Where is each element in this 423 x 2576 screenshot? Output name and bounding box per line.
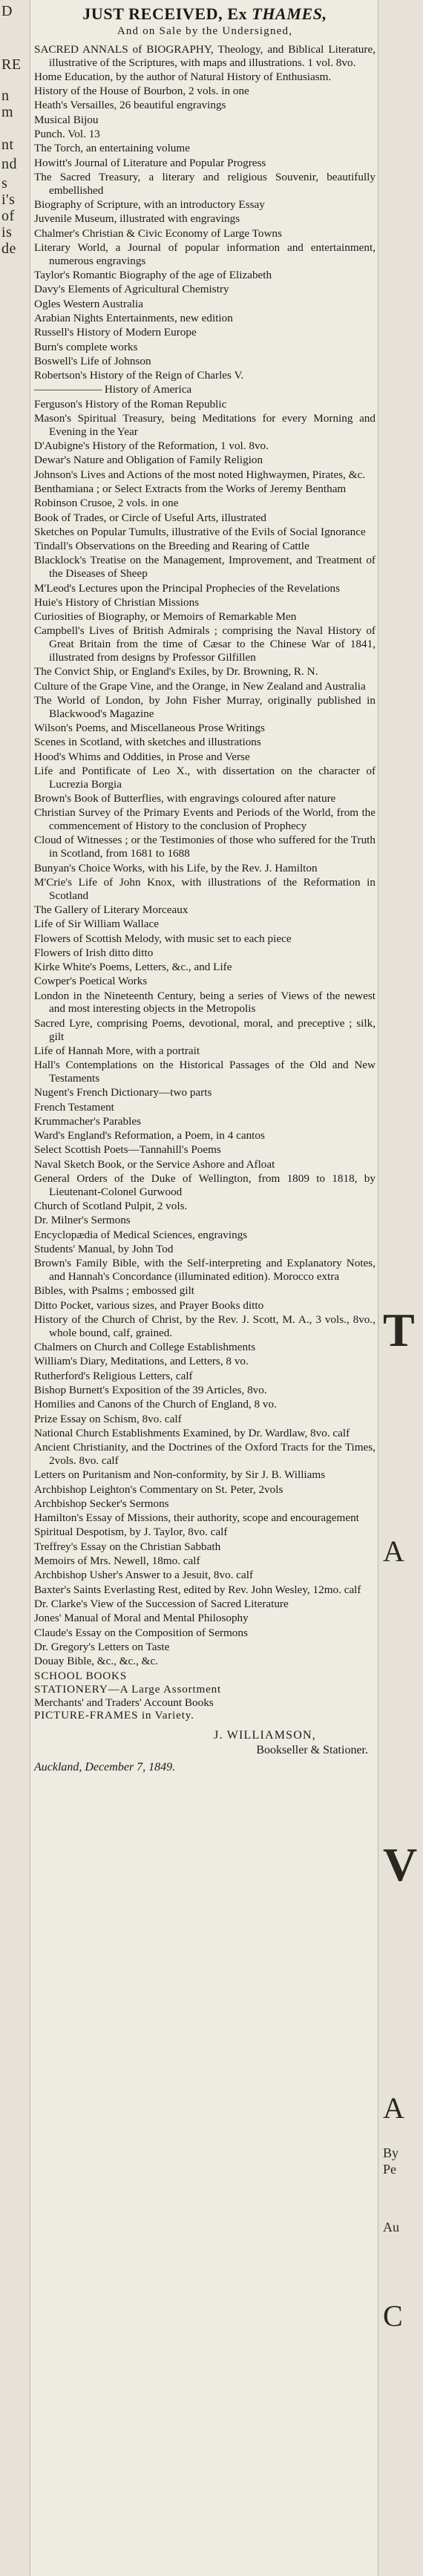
list-item: Boswell's Life of Johnson: [34, 354, 151, 367]
list-item: Musical Bijou: [34, 113, 99, 126]
list-item: Ferguson's History of the Roman Republic: [34, 397, 227, 411]
list-item: M'Leod's Lectures upon the Principal Prophecies of the Revelations: [34, 581, 341, 595]
right-fragment: C: [383, 2299, 403, 2333]
list-item: Sketches on Popular Tumults, illustrative of the Evils of Social Ignorance: [34, 525, 366, 538]
left-fragment: i's: [1, 192, 16, 208]
list-item: National Church Establishments Examined, by Dr. Wardlaw, 8vo. calf: [34, 1426, 350, 1439]
list-item: Heath's Versailles, 26 beautiful engravings: [34, 99, 226, 112]
left-fragment: n: [1, 88, 10, 104]
right-fragment: V: [383, 1838, 418, 1891]
list-item: Rutherford's Religious Letters, calf: [34, 1369, 193, 1382]
list-item: Bibles, with Psalms ; embossed gilt: [34, 1284, 195, 1298]
right-fragment: Au: [383, 2220, 399, 2235]
right-fragment: T: [383, 1304, 415, 1356]
list-item: History of the House of Bourbon, 2 vols. in one: [34, 85, 249, 98]
right-fragment: Pe: [383, 2162, 396, 2177]
list-item: Archbishop Leighton's Commentary on St. Peter, 2vols: [34, 1482, 283, 1496]
list-item: Ditto Pocket, various sizes, and Prayer Books ditto: [34, 1298, 264, 1312]
advertisement-headline: [34, 4, 376, 24]
list-item: Taylor's Romantic Biography of the age of Elizabeth: [34, 269, 272, 282]
list-item: Ogles Western Australia: [34, 297, 143, 310]
left-fragment: de: [1, 241, 16, 257]
list-item: Book of Trades, or Circle of Useful Arts, illustrated: [34, 511, 266, 524]
list-item: Blacklock's Treatise on the Management, Improvement, and Treatment of the Diseases of Sheep: [34, 554, 376, 581]
left-fragment: of: [1, 208, 15, 224]
list-item: Flowers of Irish ditto ditto: [34, 946, 154, 959]
list-item: Students' Manual, by John Tod: [34, 1243, 174, 1256]
list-item: Scenes in Scotland, with sketches and illustrations: [34, 736, 261, 749]
list-item: Russell's History of Modern Europe: [34, 326, 197, 339]
list-item: Tindall's Observations on the Breeding and Rearing of Cattle: [34, 540, 309, 553]
list-item: Bishop Burnett's Exposition of the 39 Articles, 8vo.: [34, 1384, 267, 1396]
list-item: Dewar's Nature and Obligation of Family Religion: [34, 454, 263, 467]
list-item: SACRED ANNALS of BIOGRAPHY, Theology, and Biblical Literature, illustrative of the Scriptures, with maps and illustrations. 1 vol. 8vo.: [34, 42, 376, 69]
list-item: Letters on Puritanism and Non-conformity, by Sir J. B. Williams: [34, 1468, 326, 1482]
left-fragment: nd: [1, 156, 17, 172]
trailer-line: PICTURE-FRAMES in Variety.: [34, 1709, 194, 1722]
list-item: Hamilton's Essay of Missions, their authority, scope and encouragement: [34, 1511, 359, 1525]
list-item: Bunyan's Choice Works, with his Life, by the Rev. J. Hamilton: [34, 861, 318, 875]
right-fragment: A: [383, 2091, 404, 2125]
list-item: Wilson's Poems, and Miscellaneous Prose Writings: [34, 722, 265, 735]
adjacent-column-right: [378, 0, 423, 2576]
signature-title: Bookseller & Stationer.: [256, 1744, 368, 1757]
list-item: Chalmer's Christian & Civic Economy of Large Towns: [34, 226, 282, 240]
list-item: The Sacred Treasury, a literary and religious Souvenir, beautifully embellished: [34, 170, 376, 197]
list-item: Robinson Crusoe, 2 vols. in one: [34, 497, 179, 510]
list-item: Archbishop Secker's Sermons: [34, 1497, 169, 1510]
list-item: The Gallery of Literary Morceaux: [34, 903, 188, 916]
list-item: Cloud of Witnesses ; or the Testimonies of those who suffered for the Truth in Scotland, from 1681 to 1688: [34, 834, 376, 860]
list-item: Juvenile Museum, illustrated with engravings: [34, 212, 240, 226]
list-item: Benthamiana ; or Select Extracts from the Works of Jeremy Bentham: [34, 483, 347, 495]
list-item: Memoirs of Mrs. Newell, 18mo. calf: [34, 1555, 200, 1568]
list-item: Jones' Manual of Moral and Mental Philosophy: [34, 1612, 249, 1625]
list-item: Dr. Milner's Sermons: [34, 1214, 131, 1227]
list-item: Claude's Essay on the Composition of Sermons: [34, 1626, 248, 1639]
list-item: Life of Hannah More, with a portrait: [34, 1044, 200, 1057]
list-item: Howitt's Journal of Literature and Popular Progress: [34, 156, 266, 169]
list-item: Burn's complete works: [34, 340, 138, 353]
list-item: M'Crie's Life of John Knox, with illustrations of the Reformation in Scotland: [34, 875, 376, 902]
list-item: Robertson's History of the Reign of Charles V.: [34, 369, 244, 382]
list-item: Brown's Book of Butterflies, with engravings coloured after nature: [34, 792, 336, 805]
list-item: Mason's Spiritual Treasury, being Meditations for every Morning and Evening in the Year: [34, 412, 376, 438]
list-item: Archbishop Usher's Answer to a Jesuit, 8vo. calf: [34, 1569, 254, 1582]
list-item: Hall's Contemplations on the Historical Passages of the Old and New Testaments: [34, 1059, 376, 1085]
list-item: William's Diary, Meditations, and Letters, 8 vo.: [34, 1355, 249, 1368]
list-item: French Testament: [34, 1100, 114, 1114]
list-item: Davy's Elements of Agricultural Chemistry: [34, 283, 229, 296]
dateline: Auckland, December 7, 1849.: [34, 1761, 176, 1774]
left-fragment: RE: [1, 56, 22, 73]
list-item: Punch. Vol. 13: [34, 128, 100, 141]
list-item: Spiritual Despotism, by J. Taylor, 8vo. calf: [34, 1526, 228, 1539]
list-item: Flowers of Scottish Melody, with music set to each piece: [34, 932, 292, 945]
right-fragment: A: [383, 1534, 404, 1568]
advertisement-column: [34, 4, 376, 1774]
list-item: Douay Bible, &c., &c., &c.: [34, 1655, 159, 1668]
trailer-line: Merchants' and Traders' Account Books: [34, 1696, 214, 1709]
adjacent-column-left: [0, 0, 30, 2576]
right-fragment: By: [383, 2145, 399, 2160]
left-fragment: s: [1, 175, 8, 192]
list-item: Dr. Clarke's View of the Succession of Sacred Literature: [34, 1597, 289, 1610]
headline-text: JUST RECEIVED, Ex: [82, 4, 252, 23]
list-item: Biography of Scripture, with an introductory Essay: [34, 198, 265, 212]
left-fragment: nt: [1, 137, 14, 153]
list-item: Kirke White's Poems, Letters, &c., and Life: [34, 961, 232, 974]
left-fragment: is: [1, 224, 13, 241]
list-item: D'Aubigne's History of the Reformation, 1 vol. 8vo.: [34, 439, 269, 453]
list-item: The Convict Ship, or England's Exiles, by Dr. Browning, R. N.: [34, 665, 318, 679]
trailer-line: SCHOOL BOOKS: [34, 1669, 128, 1682]
list-item: Arabian Nights Entertainments, new edition: [34, 311, 233, 324]
list-item: Life and Pontificate of Leo X., with dissertation on the character of Lucrezia Borgia: [34, 764, 376, 791]
trailer-list: [34, 1670, 376, 1722]
list-item: Cowper's Poetical Works: [34, 975, 148, 988]
list-item: Ancient Christianity, and the Doctrines of the Oxford Tracts for the Times, 2vols. 8vo. calf: [34, 1441, 376, 1467]
list-item: Encyclopædia of Medical Sciences, engravings: [34, 1228, 248, 1241]
ship-name: THAMES,: [252, 4, 327, 23]
list-item: Curiosities of Biography, or Memoirs of Remarkable Men: [34, 610, 297, 624]
list-item: Select Scottish Poets—Tannahill's Poems: [34, 1143, 221, 1157]
list-item: Culture of the Grape Vine, and the Orange, in New Zealand and Australia: [34, 679, 366, 693]
list-item: Literary World, a Journal of popular information and entertainment, numerous engravings: [34, 241, 376, 267]
list-item: General Orders of the Duke of Wellington, from 1809 to 1818, by Lieutenant-Colonel Gurwood: [34, 1172, 376, 1198]
list-item: —————— History of America: [34, 383, 192, 396]
advertisement-subheadline: And on Sale by the Undersigned,: [117, 25, 293, 37]
list-item: Church of Scotland Pulpit, 2 vols.: [34, 1200, 188, 1213]
list-item: Homilies and Canons of the Church of England, 8 vo.: [34, 1398, 277, 1411]
list-item: Huie's History of Christian Missions: [34, 595, 200, 609]
trailer-line: STATIONERY—A Large Assortment: [34, 1682, 222, 1696]
list-item: Treffrey's Essay on the Christian Sabbath: [34, 1540, 221, 1553]
list-item: Johnson's Lives and Actions of the most noted Highwaymen, Pirates, &c.: [34, 468, 366, 481]
list-item: The World of London, by John Fisher Murray, originally published in Blackwood's Magazine: [34, 693, 376, 720]
list-item: History of the Church of Christ, by the Rev. J. Scott, M. A., 3 vols., 8vo., whole bound, calf, grained.: [34, 1313, 376, 1339]
list-item: The Torch, an entertaining volume: [34, 142, 190, 155]
list-item: Krummacher's Parables: [34, 1114, 142, 1128]
list-item: London in the Nineteenth Century, being a series of Views of the newest and most interesting objects in the Metropolis: [34, 989, 376, 1016]
left-fragment: D: [1, 3, 13, 19]
signature-block: [34, 1728, 376, 1758]
list-item: Baxter's Saints Everlasting Rest, edited by Rev. John Wesley, 12mo. calf: [34, 1583, 361, 1596]
list-item: Sacred Lyre, comprising Poems, devotional, moral, and preceptive ; silk, gilt: [34, 1016, 376, 1043]
list-item: Dr. Gregory's Letters on Taste: [34, 1640, 170, 1653]
list-item: Naval Sketch Book, or the Service Ashore and Afloat: [34, 1157, 275, 1171]
signature-name: J. WILLIAMSON,: [214, 1729, 316, 1742]
list-item: Chalmers on Church and College Establishments: [34, 1341, 256, 1354]
list-item: Prize Essay on Schism, 8vo. calf: [34, 1412, 182, 1425]
list-item: Campbell's Lives of British Admirals ; comprising the Naval History of Great Britain from the time of Cæsar to the Chinese War of 1841, illustrated from designs by Professor Gilfillen: [34, 624, 376, 664]
list-item: Hood's Whims and Oddities, in Prose and Verse: [34, 750, 250, 763]
list-item: Brown's Family Bible, with the Self-interpreting and Explanatory Notes, and Hannah's Concordance (illuminated edition). Morocco extra: [34, 1257, 376, 1284]
list-item: Nugent's French Dictionary—two parts: [34, 1086, 212, 1099]
list-item: Ward's England's Reformation, a Poem, in 4 cantos: [34, 1129, 265, 1142]
list-item: Christian Survey of the Primary Events and Periods of the World, from the commencement of History to the conclusion of Prophecy: [34, 806, 376, 833]
list-item: Life of Sir William Wallace: [34, 918, 159, 931]
book-list: [34, 43, 376, 1668]
left-fragment: m: [1, 104, 14, 120]
list-item: Home Education, by the author of Natural History of Enthusiasm.: [34, 70, 332, 83]
